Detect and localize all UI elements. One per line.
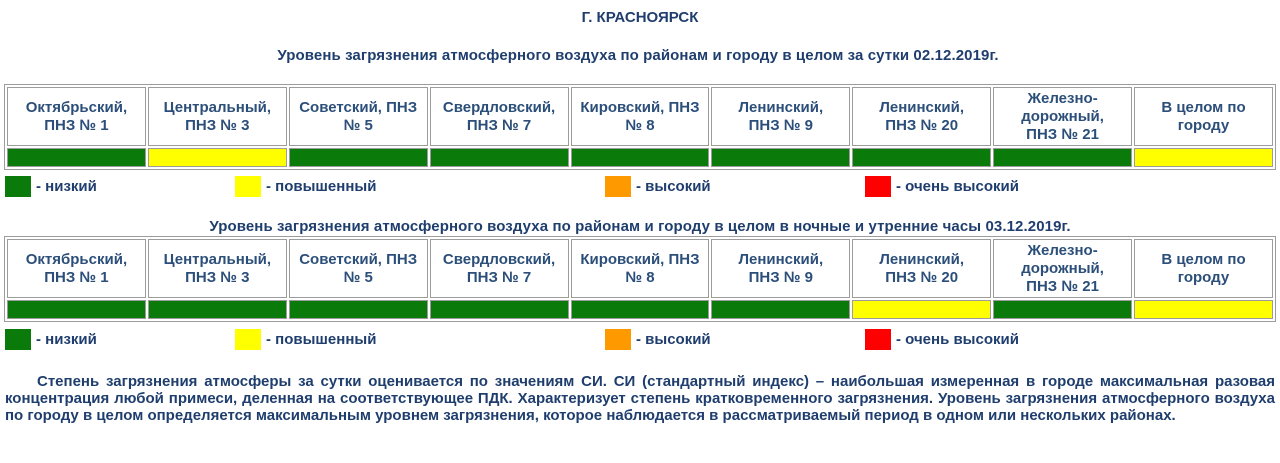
legend-elevated-label: - повышенный (266, 331, 377, 348)
district-name-line: № 5 (343, 268, 373, 286)
city-title: Г. КРАСНОЯРСК (581, 9, 699, 26)
district-name-cell (571, 239, 710, 298)
legend-low (5, 329, 97, 350)
night-heading: Уровень загрязнения атмосферного воздуха по районам и городу в целом в ночные и утренние часы 03.12.2019г. (209, 218, 1071, 235)
pollution-level-cell (711, 300, 850, 319)
pollution-level-cell (571, 148, 710, 167)
district-name-cell (289, 239, 428, 298)
pollution-level-cell (993, 300, 1132, 319)
pollution-level-cell (711, 148, 850, 167)
district-name-line: дорожный, (1021, 259, 1104, 277)
legend-very-high (865, 329, 1019, 350)
district-name-cell (852, 87, 991, 146)
district-name-cell (430, 87, 569, 146)
pollution-level-cell (1134, 300, 1273, 319)
district-name-row (7, 87, 1273, 146)
legend-elevated-label: - повышенный (266, 178, 377, 195)
very-high-swatch (865, 329, 891, 350)
district-name-line: ПНЗ № 1 (44, 116, 109, 134)
district-name-line: Ленинский, (738, 250, 824, 268)
legend-very-high-label: - очень высокий (896, 331, 1019, 348)
pollution-level-cell (571, 300, 710, 319)
district-name-cell (711, 87, 850, 146)
legend-elevated (235, 329, 376, 350)
legend (0, 176, 1280, 198)
district-name-line: ПНЗ № 21 (1026, 125, 1099, 143)
district-name-line: ПНЗ № 7 (466, 116, 532, 134)
district-name-line: В целом по (1161, 98, 1246, 116)
district-name-line: Октябрьский, (25, 250, 128, 268)
legend-elevated (235, 176, 376, 197)
legend-high (605, 329, 711, 350)
district-name-line: дорожный, (1021, 107, 1104, 125)
district-name-line: В целом по (1161, 250, 1246, 268)
district-name-line: ПНЗ № 20 (885, 268, 959, 286)
district-name-line: Кировский, ПНЗ (580, 98, 700, 116)
district-name-line: ПНЗ № 3 (185, 268, 250, 286)
district-name-cell (993, 87, 1132, 146)
district-name-line: городу (1177, 268, 1230, 286)
elevated-swatch (235, 176, 261, 197)
legend (0, 329, 1280, 351)
pollution-level-cell (289, 300, 428, 319)
pollution-level-cell (148, 300, 287, 319)
pollution-level-row (7, 300, 1273, 319)
pollution-level-cell (7, 300, 146, 319)
legend-low (5, 176, 97, 197)
district-name-cell (7, 87, 146, 146)
legend-high-label: - высокий (636, 331, 711, 348)
high-swatch (605, 329, 631, 350)
district-name-line: ПНЗ № 3 (185, 116, 250, 134)
legend-high (605, 176, 711, 197)
district-name-cell (571, 87, 710, 146)
district-name-cell (852, 239, 991, 298)
legend-low-label: - низкий (36, 178, 97, 195)
very-high-swatch (865, 176, 891, 197)
district-name-line: Советский, ПНЗ (299, 98, 418, 116)
district-name-line: Центральный, (163, 250, 272, 268)
district-name-line: ПНЗ № 9 (748, 268, 814, 286)
daily-heading: Уровень загрязнения атмосферного воздуха по районам и городу в целом за сутки 02.12.2019г. (277, 47, 999, 64)
legend-high-label: - высокий (636, 178, 711, 195)
district-name-line: № 8 (625, 268, 655, 286)
night-pollution-table (4, 236, 1276, 322)
explanatory-note: Степень загрязнения атмосферы за сутки оценивается по значениям СИ. СИ (стандартный индекс) – наибольшая измеренная в городе максимальная разовая концентрация любой примеси, деленная на соответствующее ПДК. Характеризует степень кратковременного загрязнения. Уровень загрязнения атмосферного воздуха по городу в целом определяется максимальным уровнем загрязнения, которое наблюдается в рассматриваемый период в одном или нескольких районах. (5, 373, 1275, 424)
district-name-cell (148, 87, 287, 146)
district-name-line: Ленинский, (879, 98, 965, 116)
district-name-cell (289, 87, 428, 146)
district-name-line: Железно- (1027, 241, 1098, 259)
district-name-line: Ленинский, (879, 250, 965, 268)
district-name-cell (1134, 87, 1273, 146)
daily-pollution-table (4, 84, 1276, 170)
district-name-line: Кировский, ПНЗ (580, 250, 700, 268)
pollution-level-cell (148, 148, 287, 167)
district-name-cell (7, 239, 146, 298)
district-name-line: ПНЗ № 20 (885, 116, 959, 134)
legend-very-high (865, 176, 1019, 197)
pollution-level-cell (430, 300, 569, 319)
district-name-line: ПНЗ № 1 (44, 268, 109, 286)
district-name-cell (993, 239, 1132, 298)
district-name-cell (1134, 239, 1273, 298)
district-name-line: ПНЗ № 7 (466, 268, 532, 286)
elevated-swatch (235, 329, 261, 350)
pollution-level-cell (1134, 148, 1273, 167)
district-name-line: Железно- (1027, 89, 1098, 107)
district-name-line: № 5 (343, 116, 373, 134)
district-name-line: Советский, ПНЗ (299, 250, 418, 268)
legend-very-high-label: - очень высокий (896, 178, 1019, 195)
district-name-line: № 8 (625, 116, 655, 134)
legend-low-label: - низкий (36, 331, 97, 348)
district-name-line: городу (1177, 116, 1230, 134)
pollution-level-cell (993, 148, 1132, 167)
district-name-line: Октябрьский, (25, 98, 128, 116)
pollution-level-cell (430, 148, 569, 167)
pollution-level-cell (289, 148, 428, 167)
district-name-line: Центральный, (163, 98, 272, 116)
high-swatch (605, 176, 631, 197)
low-swatch (5, 176, 31, 197)
district-name-line: Свердловский, (442, 98, 556, 116)
district-name-cell (711, 239, 850, 298)
district-name-line: Ленинский, (738, 98, 824, 116)
district-name-cell (430, 239, 569, 298)
district-name-line: Свердловский, (442, 250, 556, 268)
district-name-cell (148, 239, 287, 298)
low-swatch (5, 329, 31, 350)
pollution-level-row (7, 148, 1273, 167)
district-name-line: ПНЗ № 21 (1026, 277, 1099, 295)
pollution-level-cell (852, 148, 991, 167)
district-name-row (7, 239, 1273, 298)
district-name-line: ПНЗ № 9 (748, 116, 814, 134)
pollution-level-cell (7, 148, 146, 167)
pollution-level-cell (852, 300, 991, 319)
